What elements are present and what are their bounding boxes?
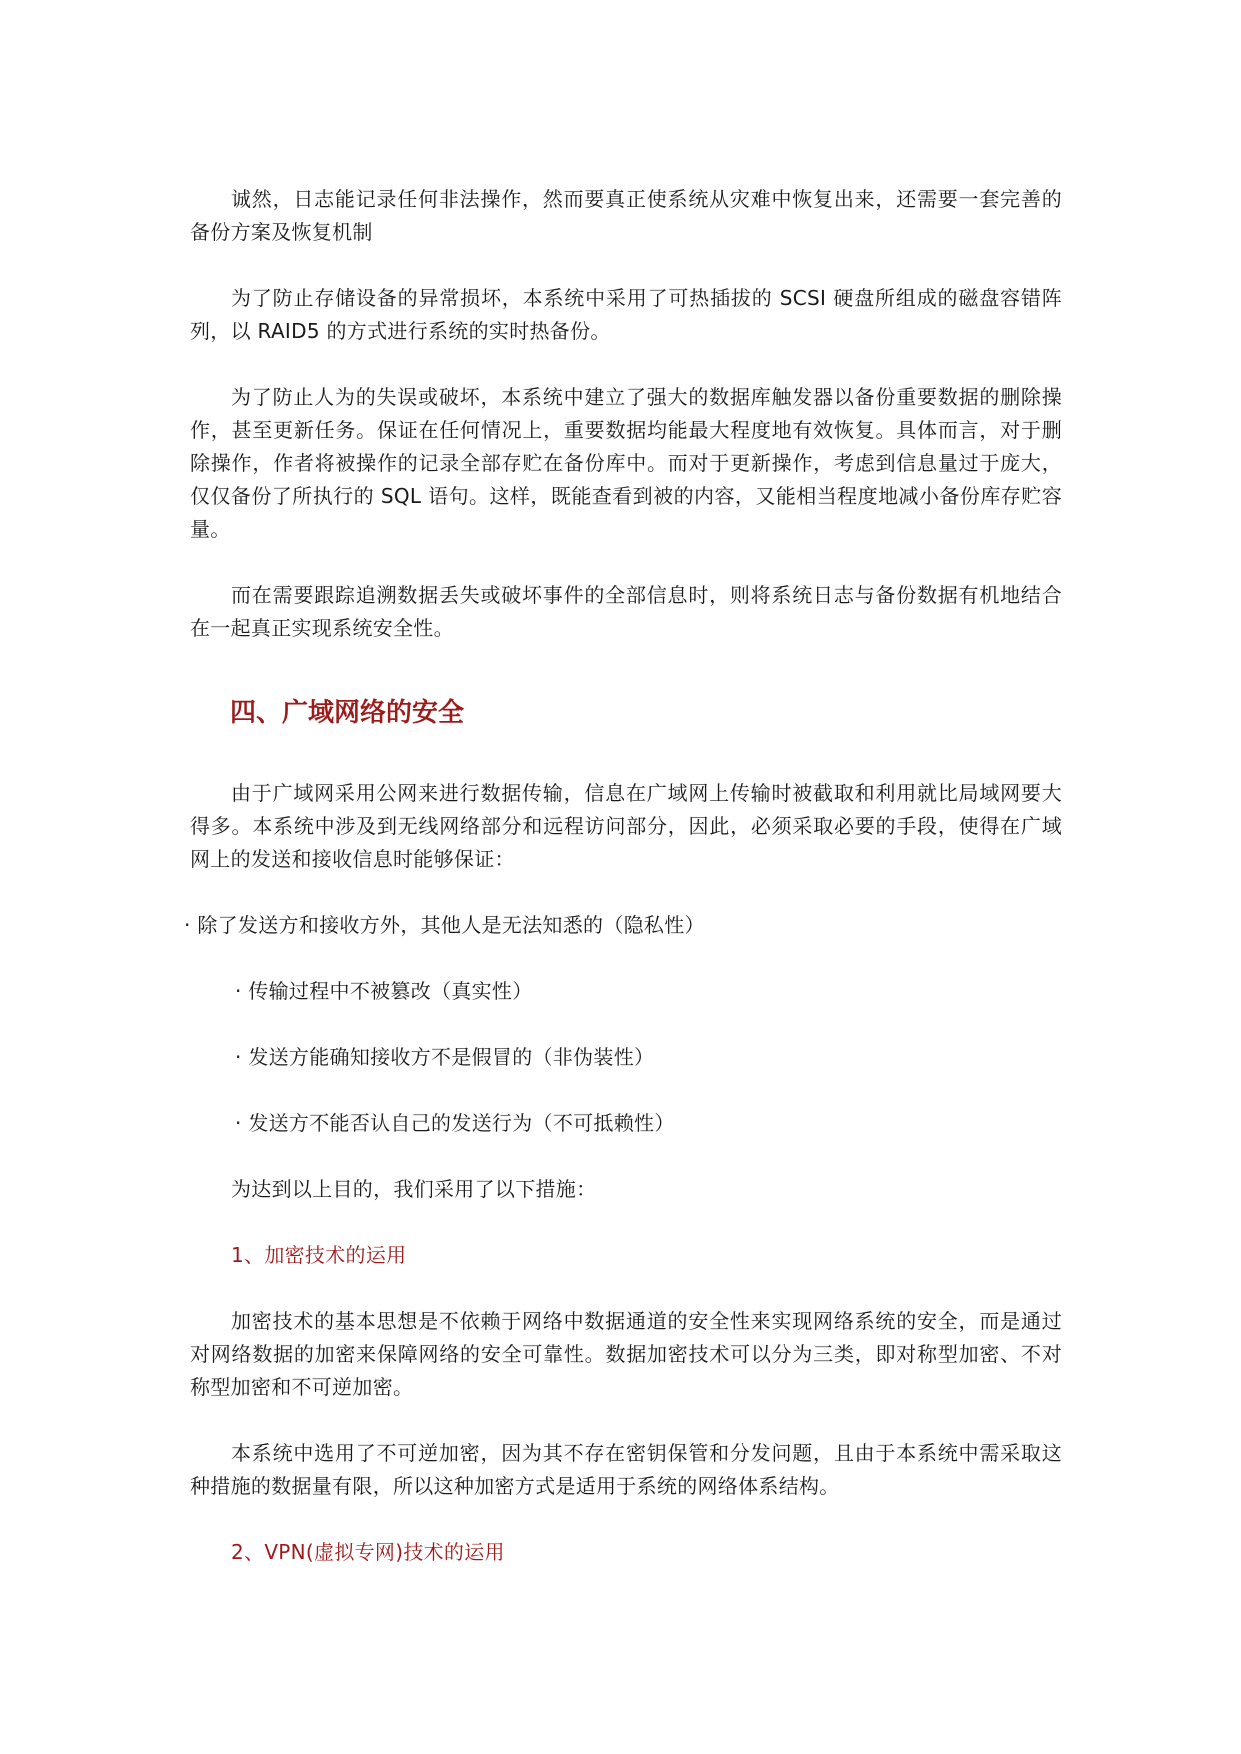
paragraph-wan-intro: 由于广域网采用公网来进行数据传输，信息在广域网上传输时被截取和利用就比局域网要大得多。本系统中涉及到无线网络部分和远程访问部分，因此，必须采取必要的手段，使得在广域网上的发送和接收信息时能够保证： — [190, 781, 1062, 871]
bullet-authenticity: · 传输过程中不被篡改（真实性） — [235, 979, 533, 1003]
paragraph-irreversible-encryption: 本系统中选用了不可逆加密，因为其不存在密钥保管和分发问题，且由于本系统中需采取这种措施的数据量有限，所以这种加密方式是适用于系统的网络体系结构。 — [190, 1441, 1062, 1498]
paragraph-encryption-basics: 加密技术的基本思想是不依赖于网络中数据通道的安全性来实现网络系统的安全，而是通过对网络数据的加密来保障网络的安全可靠性。数据加密技术可以分为三类，即对称型加密、不对称型加密和不可逆加密。 — [190, 1309, 1062, 1399]
measures-intro: 为达到以上目的，我们采用了以下措施： — [231, 1177, 597, 1201]
bullet-non-repudiation: · 发送方不能否认自己的发送行为（不可抵赖性） — [235, 1111, 675, 1135]
bullet-privacy: · 除了发送方和接收方外，其他人是无法知悉的（隐私性） — [184, 913, 705, 937]
subheading-encryption: 1、加密技术的运用 — [231, 1243, 407, 1267]
bullet-non-impersonation: · 发送方能确知接收方不是假冒的（非伪装性） — [235, 1045, 655, 1069]
paragraph-trigger-backup: 为了防止人为的失误或破坏，本系统中建立了强大的数据库触发器以备份重要数据的删除操作，甚至更新任务。保证在任何情况上，重要数据均能最大程度地有效恢复。具体而言，对于删除操作，作者将被操作的记录全部存贮在备份库中。而对于更新操作，考虑到信息量过于庞大，仅仅备份了所执行的 SQL 语句。这样，既能查看到被的内容，又能相当程度地减小备份库存贮容量。 — [190, 385, 1062, 541]
subheading-vpn: 2、VPN(虚拟专网)技术的运用 — [231, 1540, 505, 1564]
paragraph-raid: 为了防止存储设备的异常损坏，本系统中采用了可热插拔的 SCSI 硬盘所组成的磁盘容错阵列，以 RAID5 的方式进行系统的实时热备份。 — [190, 286, 1062, 343]
section-heading-wan-security: 四、广域网络的安全 — [230, 698, 465, 728]
paragraph-backup-intro: 诚然，日志能记录任何非法操作，然而要真正使系统从灾难中恢复出来，还需要一套完善的备份方案及恢复机制 — [190, 187, 1062, 244]
document-body — [184, 183, 1062, 1602]
paragraph-log-backup: 而在需要跟踪追溯数据丢失或破坏事件的全部信息时，则将系统日志与备份数据有机地结合在一起真正实现系统安全性。 — [190, 583, 1062, 640]
